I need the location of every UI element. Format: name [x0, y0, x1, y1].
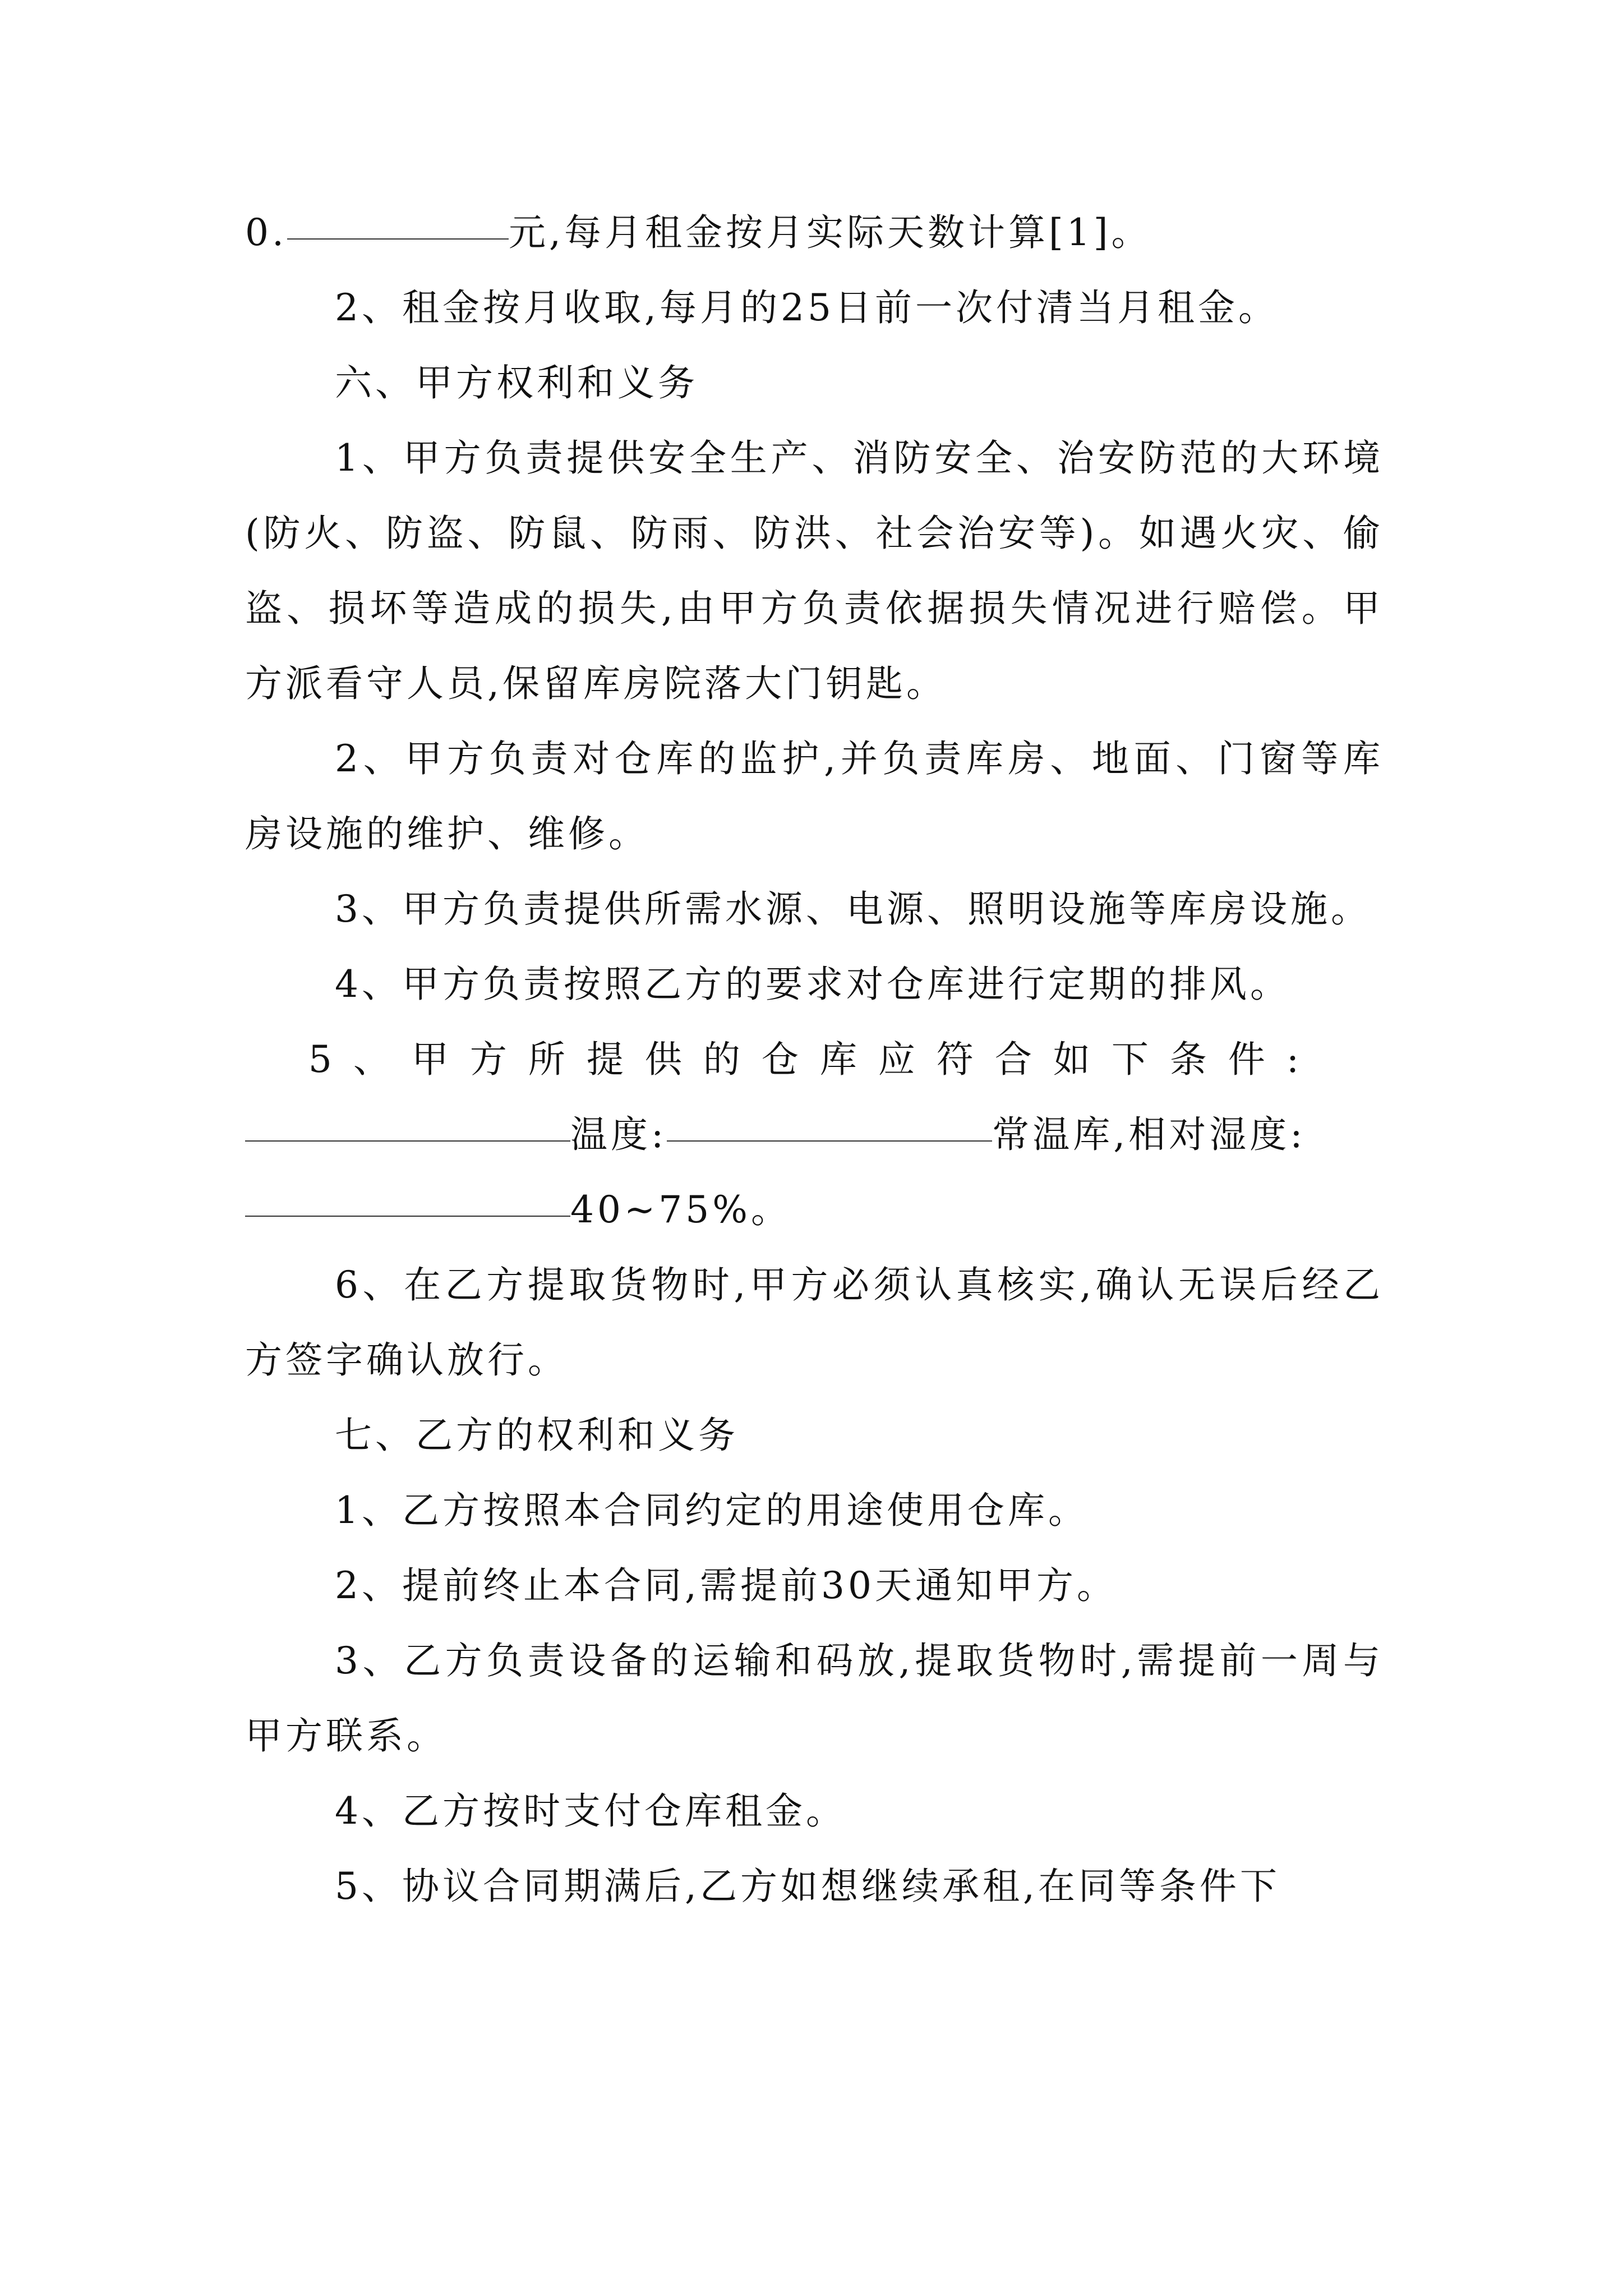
party-a-clause-5-conditions	[245, 1097, 1384, 1172]
condition-blank-2	[667, 1140, 992, 1142]
rent-prefix: 0.	[245, 211, 287, 254]
section-heading-party-a: 六、甲方权利和义务	[335, 361, 698, 404]
party-a-clause-1: 1、甲方负责提供安全生产、消防安全、治安防范的大环境(防火、防盗、防鼠、防雨、防洪、社会治安等)。如遇火灾、偷盗、损坏等造成的损失,由甲方负责依据损失情况进行赔偿。甲方派看守人员,保留库房院落大门钥匙。	[245, 436, 1384, 705]
party-a-clause-5-humidity	[245, 1172, 1384, 1248]
contract-body	[245, 195, 1384, 1924]
humidity-value: 40~75%。	[570, 1188, 791, 1231]
temperature-value: 常温库,相对湿度:	[992, 1113, 1306, 1156]
party-a-clause-6: 6、在乙方提取货物时,甲方必须认真核实,确认无误后经乙方签字确认放行。	[245, 1263, 1384, 1382]
party-a-clause-3: 3、甲方负责提供所需水源、电源、照明设施等库房设施。	[335, 887, 1371, 931]
party-b-clause-5: 5、协议合同期满后,乙方如想继续承租,在同等条件下	[335, 1865, 1280, 1908]
condition-blank-3	[245, 1216, 570, 1217]
party-a-clause-2: 2、甲方负责对仓库的监护,并负责库房、地面、门窗等库房设施的维护、维修。	[245, 737, 1384, 855]
party-a-clause-5-heading: 5、甲方所提供的仓库应符合如下条件:	[308, 1038, 1321, 1081]
party-b-clause-4: 4、乙方按时支付仓库租金。	[335, 1789, 846, 1833]
section-heading-party-b: 七、乙方的权利和义务	[335, 1414, 739, 1457]
rent-amount-line	[245, 195, 1384, 270]
party-b-clause-3: 3、乙方负责设备的运输和码放,提取货物时,需提前一周与甲方联系。	[245, 1639, 1384, 1757]
party-b-clause-2: 2、提前终止本合同,需提前30天通知甲方。	[335, 1564, 1117, 1607]
rent-suffix: 元,每月租金按月实际天数计算[1]。	[508, 211, 1152, 254]
party-a-clause-4: 4、甲方负责按照乙方的要求对仓库进行定期的排风。	[335, 963, 1290, 1006]
condition-blank-1	[245, 1140, 570, 1142]
rent-amount-blank	[287, 238, 509, 240]
temperature-label: 温度:	[570, 1113, 667, 1156]
rent-payment-clause: 2、租金按月收取,每月的25日前一次付清当月租金。	[335, 286, 1279, 329]
party-b-clause-1: 1、乙方按照本合同约定的用途使用仓库。	[335, 1489, 1089, 1532]
